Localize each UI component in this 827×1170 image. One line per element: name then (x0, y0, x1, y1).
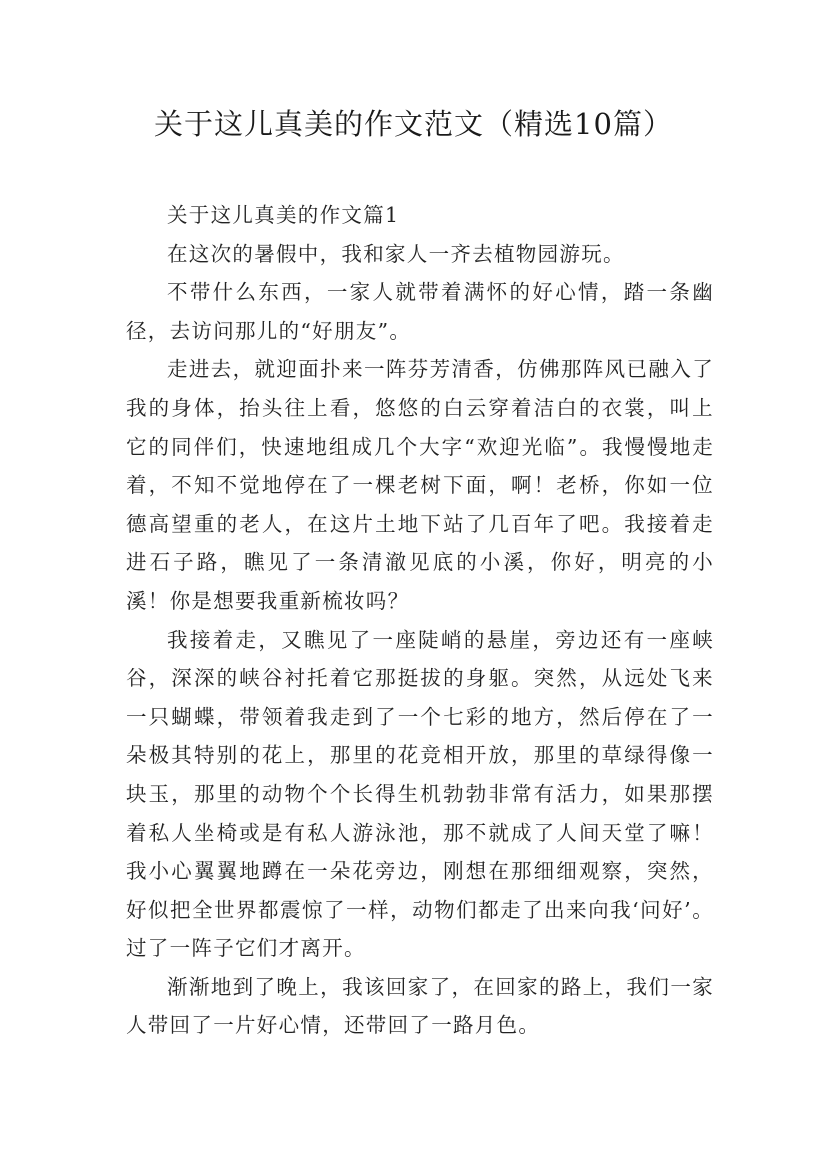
document-title: 关于这儿真美的作文范文（精选10篇） (154, 107, 673, 141)
paragraph: 在这次的暑假中，我和家人一齐去植物园游玩。 (167, 241, 625, 266)
paragraph: 走进去，就迎面扑来一阵芬芳清香，仿佛那阵风已融入了我的身体，抬头往上看，悠悠的白云穿着洁白的衣裳，叫上它的同伴们，快速地组成几个大字“欢迎光临”。我慢慢地走着，不知不觉地停在了一棵老树下面，啊！老桥，你如一位德高望重的老人，在这片土地下站了几百年了吧。我接着走进石子路，瞧见了一条清澈见底的小溪，你好，明亮的小溪！你是想要我重新梳妆吗？ (126, 357, 714, 613)
paragraph: 不带什么东西，一家人就带着满怀的好心情，踏一条幽径，去访问那儿的“好朋友”。 (126, 280, 714, 343)
essay-heading: 关于这儿真美的作文篇1 (167, 203, 400, 227)
document-body (126, 196, 714, 1045)
paragraph: 渐渐地到了晚上，我该回家了，在回家的路上，我们一家人带回了一片好心情，还带回了一路月色。 (126, 974, 714, 1038)
paragraph: 我接着走，又瞧见了一座陡峭的悬崖，旁边还有一座峡谷，深深的峡谷衬托着它那挺拔的身躯。突然，从远处飞来一只蝴蝶，带领着我走到了一个七彩的地方，然后停在了一朵极其特别的花上，那里的花竞相开放，那里的草绿得像一块玉，那里的动物个个长得生机勃勃非常有活力，如果那摆着私人坐椅或是有私人游泳池，那不就成了人间天堂了嘛！我小心翼翼地蹲在一朵花旁边，刚想在那细细观察，突然，好似把全世界都震惊了一样，动物们都走了出来向我‘问好’。过了一阵子它们才离开。 (126, 627, 714, 961)
